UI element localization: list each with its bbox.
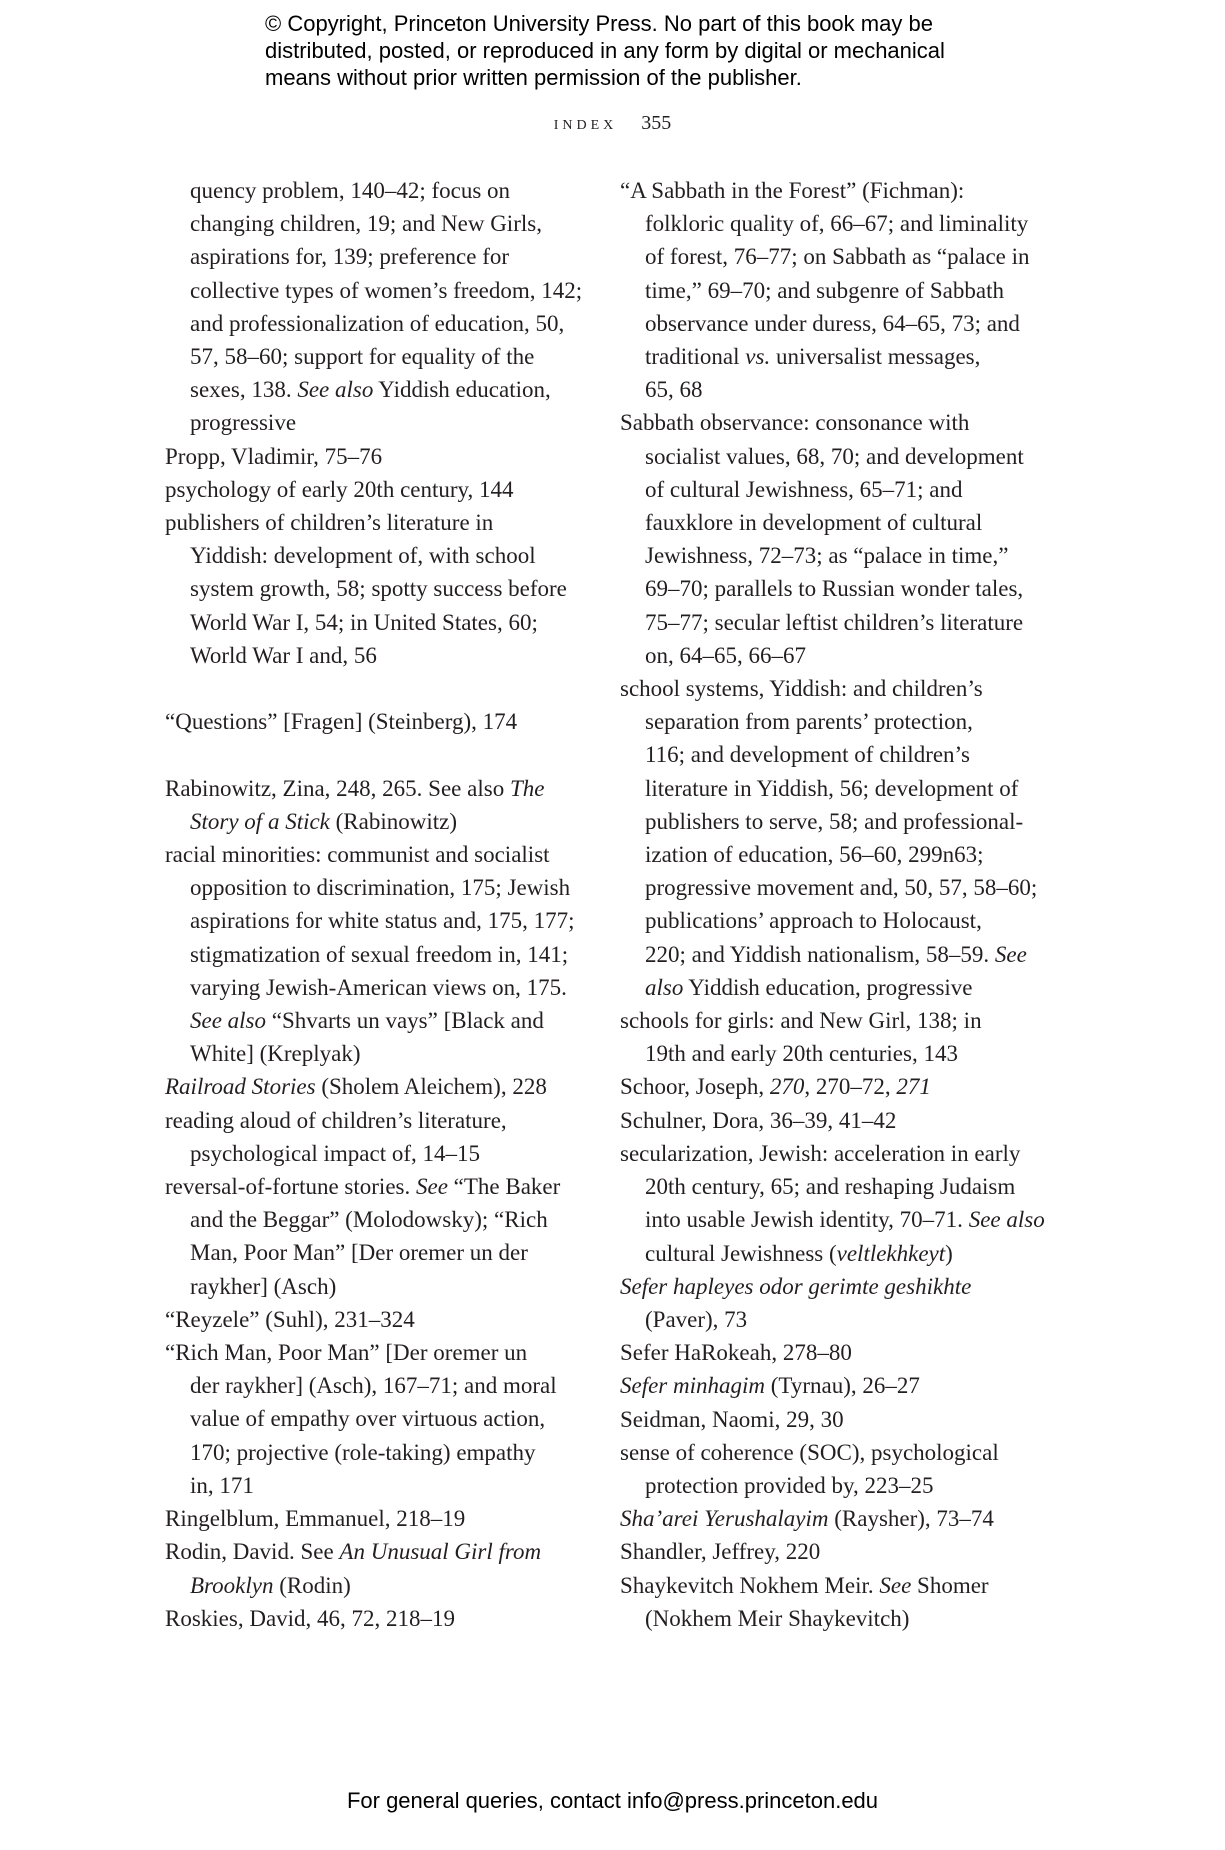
index-entry: sense of coherence (SOC), psychological protection provided by, 223–25	[620, 1439, 999, 1498]
index-entry: Schoor, Joseph, 270, 270–72, 271	[620, 1074, 931, 1100]
index-entry: “Rich Man, Poor Man” [Der oremer un der raykher] (Asch), 167–71; and moral value of empathy over virtuous action, 170; projective (role-taking) empathy in, 171	[165, 1340, 557, 1498]
page-number: 355	[641, 112, 672, 134]
index-entry: Sefer hapleyes odor gerimte geshikhte (Paver), 73	[620, 1273, 972, 1332]
copyright-notice	[265, 10, 1025, 91]
index-entry: Ringelblum, Emmanuel, 218–19	[165, 1506, 466, 1532]
footer-contact: For general queries, contact info@press.princeton.edu	[346, 1788, 879, 1813]
index-entry: reading aloud of children’s literature, psychological impact of, 14–15	[165, 1107, 507, 1166]
index-entry: Sefer HaRokeah, 278–80	[620, 1340, 852, 1366]
running-head	[0, 112, 1225, 135]
index-entry: Sha’arei Yerushalayim (Raysher), 73–74	[620, 1506, 994, 1532]
index-entry: schools for girls: and New Girl, 138; in 19th and early 20th centuries, 143	[620, 1008, 982, 1067]
index-entry: racial minorities: communist and socialist opposition to discrimination, 175; Jewish aspirations for white status and, 175, 177; stigmatization of sexual freedom in, 141; varying Jewish-American views on, 175. See also “Shvarts un vays” [Black and White] (Kreplyak)	[165, 842, 575, 1067]
index-entry: “A Sabbath in the Forest” (Fichman): folkloric quality of, 66–67; and liminality of forest, 76–77; on Sabbath as “palace in time,” 69–70; and subgenre of Sabbath observance under duress, 64–65, 73; and traditional vs. universalist messages, 65, 68	[620, 178, 1030, 403]
index-entry: Rodin, David. See An Unusual Girl from Brooklyn (Rodin)	[165, 1539, 542, 1598]
index-entry: Propp, Vladimir, 75–76	[165, 443, 383, 469]
index-column-left	[165, 174, 585, 1635]
index-entry: secularization, Jewish: acceleration in early 20th century, 65; and reshaping Judaism into usable Jewish identity, 70–71. See also cultural Jewishness (veltlekhkeyt)	[620, 1140, 1045, 1266]
index-entry: Shandler, Jeffrey, 220	[620, 1539, 821, 1565]
index-entry: Seidman, Naomi, 29, 30	[620, 1406, 844, 1432]
index-entry: publishers of children’s literature in Yiddish: development of, with school system growth, 58; spotty success before World War I, 54; in United States, 60; World War I and, 56	[165, 510, 567, 668]
copyright-line: means without prior written permission of the publisher.	[265, 65, 802, 90]
index-entry: quency problem, 140–42; focus on changing children, 19; and New Girls, aspirations for, 139; preference for collective types of women’s freedom, 142; and professionalization of education, 50, 57, 58–60; support for equality of the sexes, 138. See also Yiddish education, progressive	[190, 178, 583, 436]
index-entry: Shaykevitch Nokhem Meir. See Shomer (Nokhem Meir Shaykevitch)	[620, 1572, 989, 1631]
index-entry: Rabinowitz, Zina, 248, 265. See also The Story of a Stick (Rabinowitz)	[165, 775, 545, 834]
index-column-right	[620, 174, 1045, 1635]
index-entry: “Questions” [Fragen] (Steinberg), 174	[165, 709, 518, 735]
index-entry: Schulner, Dora, 36–39, 41–42	[620, 1107, 897, 1133]
index-entry: school systems, Yiddish: and children’s separation from parents’ protection, 116; and development of children’s literature in Yiddish, 56; development of publishers to serve, 58; and professional- ization of education, 56–60, 299n63; progressive movement and, 50, 57, 58–60; publications’ approach to Holocaust, 220; and Yiddish nationalism, 58–59. See also Yiddish education, progressive	[620, 676, 1038, 1000]
index-entry: Sabbath observance: consonance with socialist values, 68, 70; and development of cultural Jewishness, 65–71; and fauxklore in development of cultural Jewishness, 72–73; as “palace in time,” 69–70; parallels to Russian wonder tales, 75–77; secular leftist children’s literature on, 64–65, 66–67	[620, 410, 1024, 668]
index-entry: Sefer minhagim (Tyrnau), 26–27	[620, 1373, 920, 1399]
index-entry: Railroad Stories (Sholem Aleichem), 228	[165, 1074, 547, 1100]
index-entry: psychology of early 20th century, 144	[165, 476, 514, 502]
copyright-line: distributed, posted, or reproduced in any form by digital or mechanical	[265, 38, 945, 63]
index-entry: Roskies, David, 46, 72, 218–19	[165, 1605, 456, 1631]
index-entry: reversal-of-fortune stories. See “The Baker and the Beggar” (Molodowsky); “Rich Man, Poor Man” [Der oremer un der raykher] (Asch)	[165, 1174, 561, 1299]
index-entry: “Reyzele” (Suhl), 231–324	[165, 1306, 415, 1332]
running-head-label: index	[553, 112, 618, 134]
copyright-line: © Copyright, Princeton University Press. No part of this book may be	[265, 11, 933, 36]
